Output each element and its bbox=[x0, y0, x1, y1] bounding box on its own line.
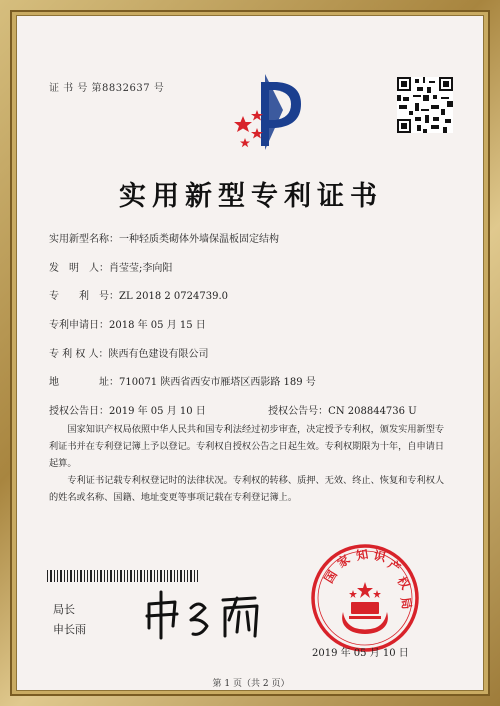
certificate-title: 实用新型专利证书 bbox=[119, 181, 383, 212]
field-value: 肖莹莹;李向阳 bbox=[109, 263, 173, 274]
official-seal-icon bbox=[309, 542, 421, 654]
signatory-name: 申长雨 bbox=[53, 623, 86, 636]
field-label: 授权公告号： bbox=[268, 406, 329, 417]
svg-text:国: 国 bbox=[321, 567, 340, 586]
legal-paragraph-grant: 国家知识产权局依照中华人民共和国专利法经过初步审查，决定授予专利权，颁发实用新型专利证书并在专利登记簿上予以登记。专利权自授权公告之日起生效。专利权期限为十年，自申请日起算。 bbox=[49, 424, 445, 469]
barcode-icon bbox=[47, 570, 199, 582]
field-address bbox=[49, 373, 316, 388]
field-label: 授权公告日： bbox=[49, 406, 109, 417]
patent-office-logo-icon bbox=[221, 70, 317, 156]
field-application-date bbox=[49, 316, 206, 331]
field-label: 专利申请日： bbox=[49, 320, 109, 331]
legal-paragraph-register: 专利证书记载专利权登记时的法律状况。专利权的转移、质押、无效、终止、恢复和专利权人的姓名或名称、国籍、地址变更等事项记载在专利登记簿上。 bbox=[49, 475, 445, 503]
field-value: 一种轻质类砌体外墙保温板固定结构 bbox=[119, 234, 279, 245]
field-value: 陕西有色建设有限公司 bbox=[108, 349, 209, 360]
field-value: ZL 2018 2 0724739.0 bbox=[119, 291, 229, 302]
svg-text:产: 产 bbox=[385, 556, 404, 576]
field-value: 2019 年 05 月 10 日 bbox=[109, 406, 206, 417]
svg-text:识: 识 bbox=[372, 548, 388, 565]
certificate-paper bbox=[16, 15, 484, 691]
field-patentee bbox=[49, 345, 209, 360]
field-utility-model-name bbox=[49, 230, 279, 245]
field-label: 地 址： bbox=[49, 377, 119, 388]
field-label: 实用新型名称： bbox=[49, 234, 119, 245]
field-label: 发 明 人： bbox=[49, 263, 109, 274]
svg-text:知: 知 bbox=[355, 547, 370, 563]
field-grant-date bbox=[49, 402, 417, 417]
field-value: 710071 陕西省西安市雁塔区西影路 189 号 bbox=[119, 377, 316, 388]
seal-date: 2019 年 05 月 10 日 bbox=[312, 648, 409, 659]
certificate-number: 证 书 号 第8832637 号 bbox=[49, 83, 165, 94]
signatory-role: 局长 bbox=[53, 603, 75, 616]
page-indicator: 第 1 页（共 2 页） bbox=[212, 679, 290, 689]
field-value: 2018 年 05 月 15 日 bbox=[109, 320, 206, 331]
svg-text:家: 家 bbox=[334, 552, 353, 571]
svg-text:权: 权 bbox=[394, 574, 413, 592]
field-inventors bbox=[49, 259, 172, 274]
field-label: 专 利 号： bbox=[49, 291, 119, 302]
field-label: 专 利 权 人： bbox=[49, 349, 109, 360]
qr-code-icon bbox=[397, 77, 453, 133]
svg-text:局: 局 bbox=[398, 596, 414, 611]
field-value: CN 208844736 U bbox=[328, 406, 417, 417]
handwritten-signature-icon bbox=[139, 586, 289, 646]
field-patent-number bbox=[49, 287, 228, 302]
